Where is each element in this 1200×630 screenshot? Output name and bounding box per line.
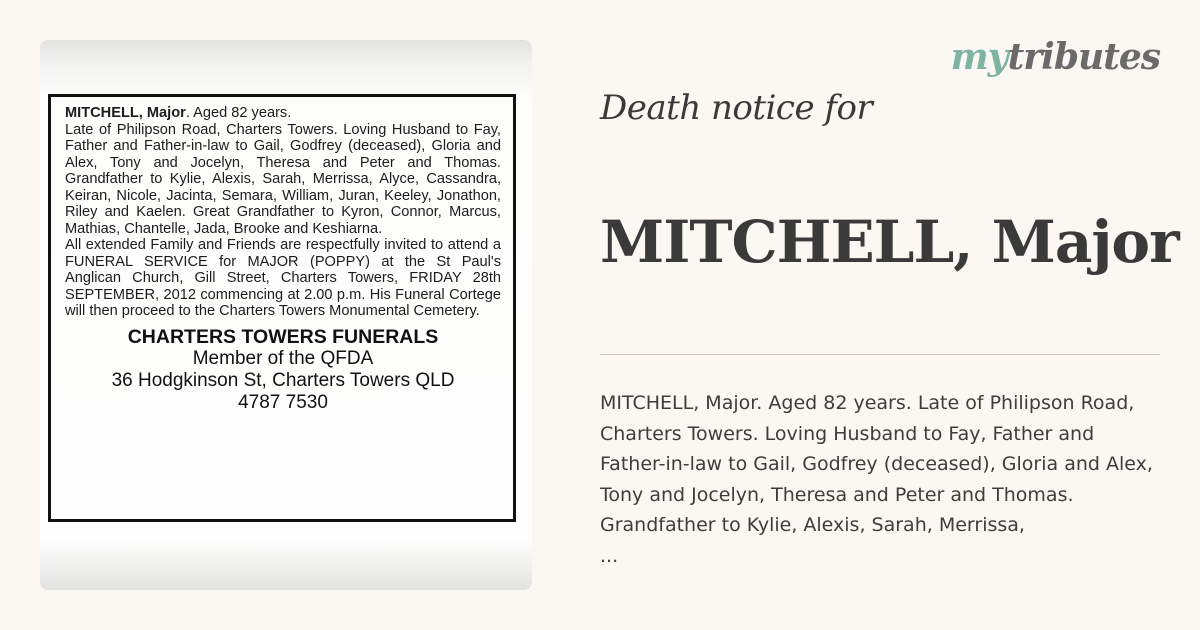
deceased-name: MITCHELL, Major xyxy=(600,208,1179,276)
notice-header-line xyxy=(65,105,501,122)
notice-membership: Member of the QFDA xyxy=(192,347,374,369)
notice-age: . Aged 82 years. xyxy=(185,105,292,121)
brand-logo-part-tributes: tributes xyxy=(1007,36,1160,78)
notice-paragraph-family: Late of Philipson Road, Charters Towers. Loving Husband to Fay, Father and Father-in-law to Gail, Godfrey (deceased), Gloria and Alex, Tony and Jocelyn, Theresa and Peter and Thomas. Grandfather to Kylie, Alexis, Sarah, Merrissa, Alyce, Cassandra, Keiran, Nicole, Jacinta, Semara, William, Juran, Keeley, Jonathon, Riley and Kaelen. Great Grandfather to Kyron, Connor, Marcus, Mathias, Chantelle, Jada, Brooke and Keshiarna. xyxy=(65,121,501,237)
brand-logo-part-my: my xyxy=(950,36,1008,78)
notice-paragraph-service: All extended Family and Friends are respectfully invited to attend a FUNERAL SERVICE for MAJOR (POPPY) at the St Paul's Anglican Church, Gill Street, Charters Towers, FRIDAY 28th SEPTEMBER, 2012 commencing at 2.00 p.m. His Funeral Cortege will then proceed to the Charters Towers Monumental Cemetery. xyxy=(65,237,501,319)
notice-excerpt: MITCHELL, Major. Aged 82 years. Late of Philipson Road, Charters Towers. Loving Husband to Fay, Father and Father-in-law to Gail, Godfrey (deceased), Gloria and Alex, Tony and Jocelyn, Theresa and Peter and Thomas. Grandfather to Kylie, Alexis, Sarah, Merrissa, ... xyxy=(600,392,1153,567)
notice-address: 36 Hodgkinson St, Charters Towers QLD xyxy=(111,369,455,391)
death-notice-label: Death notice for xyxy=(600,88,873,128)
divider xyxy=(600,354,1160,355)
brand-logo[interactable] xyxy=(951,36,1160,78)
notice-phone: 4787 7530 xyxy=(238,391,328,413)
notice-frame xyxy=(48,94,516,522)
notice-image xyxy=(40,40,532,590)
notice-funeral-home: CHARTERS TOWERS FUNERALS xyxy=(127,325,439,348)
notice-footer xyxy=(65,326,501,414)
notice-name: MITCHELL, Major xyxy=(65,105,186,121)
